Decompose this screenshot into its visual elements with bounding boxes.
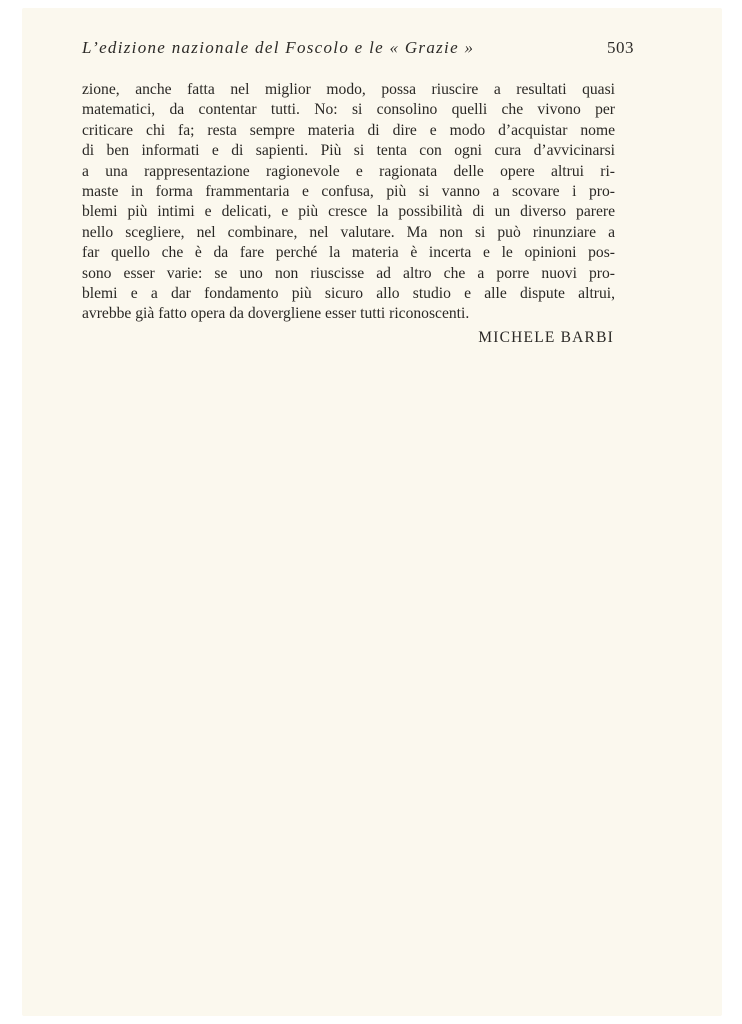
text-line: matematici, da contentar tutti. No: si consolino quelli che vivono per [82,101,615,119]
text-line: a una rappresentazione ragionevole e ragionata delle opere altrui ri- [82,162,615,180]
text-line: maste in forma frammentaria e confusa, più si vanno a scovare i pro- [82,182,615,200]
body-paragraph [82,80,615,325]
text-line: sono esser varie: se uno non riuscisse ad altro che a porre nuovi pro- [82,264,615,282]
running-header [82,38,634,64]
text-line: blemi più intimi e delicati, e più cresce la possibilità di un diverso parere [82,203,615,221]
author-signature: MICHELE BARBI [478,329,614,346]
text-line: zione, anche fatta nel miglior modo, possa riuscire a resultati quasi [82,81,615,98]
text-line: criticare chi fa; resta sempre materia di dire e modo d’acquistar nome [82,121,615,139]
text-line: blemi e a dar fondamento più sicuro allo studio e alle dispute altrui, [82,284,615,302]
text-line: di ben informati e di sapienti. Più si tenta con ogni cura d’avvicinarsi [82,142,615,160]
text-line: nello scegliere, nel combinare, nel valutare. Ma non si può rinunziare a [82,223,615,241]
text-line: far quello che è da fare perché la materia è incerta e le opinioni pos- [82,244,615,262]
text-line: avrebbe già fatto opera da dovergliene esser tutti riconoscenti. [82,305,470,323]
page-number: 503 [607,38,634,57]
running-title: L’edizione nazionale del Foscolo e le « Grazie » [82,38,475,57]
